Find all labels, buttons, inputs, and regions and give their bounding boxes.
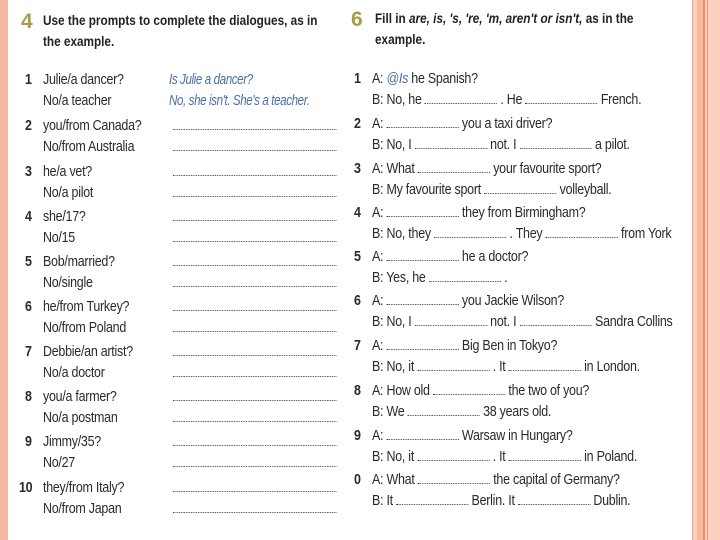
dialogue-line: [372, 449, 637, 465]
text: he a doctor?: [458, 249, 529, 265]
answer-blank[interactable]: [173, 139, 336, 155]
prompt: he/from Turkey?: [43, 299, 130, 315]
item-number: 8: [354, 383, 361, 399]
instruction-text: Fill in: [375, 10, 409, 26]
prompt: No/from Poland: [43, 320, 127, 336]
text: Berlin. It: [468, 493, 518, 509]
item-number: 10: [19, 480, 33, 496]
dialogue-line: [372, 359, 640, 375]
dialogue-line: [372, 472, 620, 488]
dotted-line: [173, 186, 336, 197]
dialogue-line: [372, 161, 601, 177]
item-number: 6: [25, 299, 32, 315]
item-number: 5: [25, 254, 32, 270]
text: . It: [489, 449, 509, 465]
answer-blank[interactable]: [173, 254, 336, 270]
dialogue-line: [372, 71, 478, 87]
instruction-line: example.: [375, 31, 426, 47]
item-number: 8: [25, 389, 32, 405]
answer-blank[interactable]: [173, 118, 336, 134]
prompt: No/a postman: [43, 410, 118, 426]
text: B: No, it: [372, 359, 418, 375]
dialogue-line: [372, 293, 564, 309]
text: in Poland.: [580, 449, 638, 465]
dialogue-line: [372, 182, 612, 198]
dotted-line: [173, 481, 336, 492]
item-number: 7: [354, 338, 361, 354]
item-number: 2: [25, 118, 32, 134]
instruction-line: the example.: [43, 33, 115, 49]
answer-blank[interactable]: [173, 455, 336, 471]
prompt: she/17?: [43, 209, 86, 225]
answer-blank[interactable]: [429, 271, 501, 282]
dotted-line: [173, 231, 336, 242]
text: A: How old: [372, 383, 433, 399]
prompt: No/a teacher: [43, 93, 112, 109]
dialogue-line: [372, 226, 671, 242]
text: A:: [372, 116, 387, 132]
dotted-line: [173, 390, 336, 401]
text: they from Birmingham?: [458, 205, 586, 221]
dialogue-line: [372, 493, 630, 509]
prompt: No/a doctor: [43, 365, 105, 381]
instruction-words: are, is, 's, 're, 'm, aren't or isn't,: [408, 10, 583, 26]
answer-blank[interactable]: [484, 183, 556, 194]
exercise-number: 6: [351, 8, 363, 31]
answer-blank[interactable]: [509, 360, 581, 371]
text: A:: [372, 249, 387, 265]
answer-blank[interactable]: [386, 339, 458, 350]
answer-blank[interactable]: [418, 473, 490, 484]
text: .: [501, 270, 508, 286]
answer-blank[interactable]: [396, 494, 468, 505]
item-number: 4: [25, 209, 32, 225]
text: the capital of Germany?: [489, 472, 620, 488]
item-number: 3: [354, 161, 361, 177]
dotted-line: [173, 140, 336, 151]
text: A:: [372, 71, 387, 87]
text: A: What: [372, 472, 418, 488]
dotted-line: [173, 165, 336, 176]
prompt: No/27: [43, 455, 75, 471]
prompt: No/single: [43, 275, 93, 291]
dotted-line: [173, 366, 336, 377]
instruction-text: as in the: [582, 10, 634, 26]
text: . They: [506, 226, 546, 242]
answer-blank[interactable]: [173, 275, 336, 291]
answer-blank[interactable]: [408, 405, 480, 416]
exercise-4: [0, 0, 340, 540]
answer-blank[interactable]: [173, 230, 336, 246]
answer-blank[interactable]: [433, 384, 505, 395]
example-answer: No, she isn't. She's a teacher.: [169, 93, 310, 109]
text: 38 years old.: [479, 404, 552, 420]
item-number: 7: [25, 344, 32, 360]
answer-blank[interactable]: [173, 365, 336, 381]
dotted-line: [173, 345, 336, 356]
text: French.: [597, 92, 642, 108]
answer-blank[interactable]: [173, 434, 336, 450]
answer-blank[interactable]: [417, 360, 489, 371]
text: A:: [372, 338, 387, 354]
dialogue-line: [372, 338, 557, 354]
prompt: you/a farmer?: [43, 389, 117, 405]
dialogue-line: [372, 249, 528, 265]
text: B: My favourite sport: [372, 182, 485, 198]
prompt: No/from Australia: [43, 139, 135, 155]
prompt: he/a vet?: [43, 164, 92, 180]
text: the two of you?: [505, 383, 590, 399]
dialogue-line: [372, 404, 551, 420]
exercise-number: 4: [21, 10, 33, 33]
dialogue-line: [372, 314, 673, 330]
example-answer: @Is: [386, 71, 409, 87]
item-number: 5: [354, 249, 361, 265]
answer-blank[interactable]: [520, 138, 592, 149]
text: in London.: [580, 359, 640, 375]
prompt: No/a pilot: [43, 185, 94, 201]
answer-blank[interactable]: [173, 209, 336, 225]
text: you a taxi driver?: [458, 116, 553, 132]
dialogue-line: [372, 428, 573, 444]
answer-blank[interactable]: [173, 164, 336, 180]
item-number: 9: [25, 434, 32, 450]
dotted-line: [173, 502, 336, 513]
answer-blank[interactable]: [418, 162, 490, 173]
text: B: We: [372, 404, 408, 420]
text: Big Ben in Tokyo?: [458, 338, 558, 354]
answer-blank[interactable]: [173, 501, 336, 517]
text: B: No, I: [372, 314, 415, 330]
answer-blank[interactable]: [173, 185, 336, 201]
answer-blank[interactable]: [525, 93, 597, 104]
text: Dublin.: [590, 493, 631, 509]
exercise-instruction: [375, 8, 633, 50]
answer-blank[interactable]: [173, 320, 336, 336]
text: he Spanish?: [408, 71, 478, 87]
item-number: 0: [354, 472, 361, 488]
text: from York: [617, 226, 672, 242]
example-answer: Is Julie a dancer?: [169, 72, 253, 88]
dotted-line: [173, 411, 336, 422]
answer-blank[interactable]: [386, 250, 458, 261]
instruction-line: Use the prompts to complete the dialogues, as in: [43, 12, 318, 28]
text: Warsaw in Hungary?: [458, 428, 573, 444]
dialogue-line: [372, 205, 585, 221]
prompt: Jimmy/35?: [43, 434, 101, 450]
text: not. I: [486, 314, 520, 330]
dotted-line: [173, 321, 336, 332]
answer-blank[interactable]: [386, 206, 458, 217]
dialogue-line: [372, 116, 552, 132]
text: B: Yes, he: [372, 270, 429, 286]
dialogue-line: [372, 270, 507, 286]
text: B: No, they: [372, 226, 435, 242]
item-number: 3: [25, 164, 32, 180]
text: . It: [489, 359, 509, 375]
prompt: Bob/married?: [43, 254, 115, 270]
text: B: No, it: [372, 449, 418, 465]
answer-blank[interactable]: [173, 480, 336, 496]
answer-blank[interactable]: [546, 227, 618, 238]
text: you Jackie Wilson?: [458, 293, 565, 309]
dotted-line: [173, 456, 336, 467]
prompt: No/from Japan: [43, 501, 122, 517]
answer-blank[interactable]: [173, 344, 336, 360]
text: not. I: [486, 137, 520, 153]
item-number: 1: [354, 71, 361, 87]
text: B: No, I: [372, 137, 415, 153]
dotted-line: [173, 255, 336, 266]
item-number: 1: [25, 72, 32, 88]
text: your favourite sport?: [489, 161, 602, 177]
answer-blank[interactable]: [415, 315, 487, 326]
prompt: No/15: [43, 230, 75, 246]
answer-blank[interactable]: [386, 429, 458, 440]
exercise-instruction: [43, 10, 317, 52]
dialogue-line: [372, 383, 589, 399]
prompt: they/from Italy?: [43, 480, 125, 496]
answer-blank[interactable]: [386, 117, 458, 128]
answer-blank[interactable]: [417, 450, 489, 461]
item-number: 6: [354, 293, 361, 309]
text: A: What: [372, 161, 418, 177]
dotted-line: [173, 300, 336, 311]
text: A:: [372, 428, 387, 444]
dialogue-line: [372, 92, 641, 108]
answer-blank[interactable]: [520, 315, 592, 326]
answer-blank[interactable]: [173, 389, 336, 405]
text: A:: [372, 205, 387, 221]
answer-blank[interactable]: [518, 494, 590, 505]
prompt: Debbie/an artist?: [43, 344, 133, 360]
dotted-line: [173, 435, 336, 446]
item-number: 2: [354, 116, 361, 132]
text: . He: [497, 92, 526, 108]
text: A:: [372, 293, 387, 309]
text: B: It: [372, 493, 397, 509]
item-number: 4: [354, 205, 361, 221]
dotted-line: [173, 119, 336, 130]
dialogue-line: [372, 137, 630, 153]
text: volleyball.: [556, 182, 612, 198]
right-page-border: [692, 0, 720, 540]
answer-blank[interactable]: [173, 410, 336, 426]
item-number: 9: [354, 428, 361, 444]
answer-blank[interactable]: [415, 138, 487, 149]
text: B: No, he: [372, 92, 425, 108]
prompt: you/from Canada?: [43, 118, 142, 134]
prompt: Julie/a dancer?: [43, 72, 124, 88]
dotted-line: [173, 210, 336, 221]
answer-blank[interactable]: [425, 93, 497, 104]
answer-blank[interactable]: [173, 299, 336, 315]
answer-blank[interactable]: [509, 450, 581, 461]
answer-blank[interactable]: [434, 227, 506, 238]
text: a pilot.: [591, 137, 630, 153]
text: Sandra Collins: [591, 314, 673, 330]
answer-blank[interactable]: [386, 294, 458, 305]
exercise-6: [340, 0, 692, 540]
dotted-line: [173, 276, 336, 287]
